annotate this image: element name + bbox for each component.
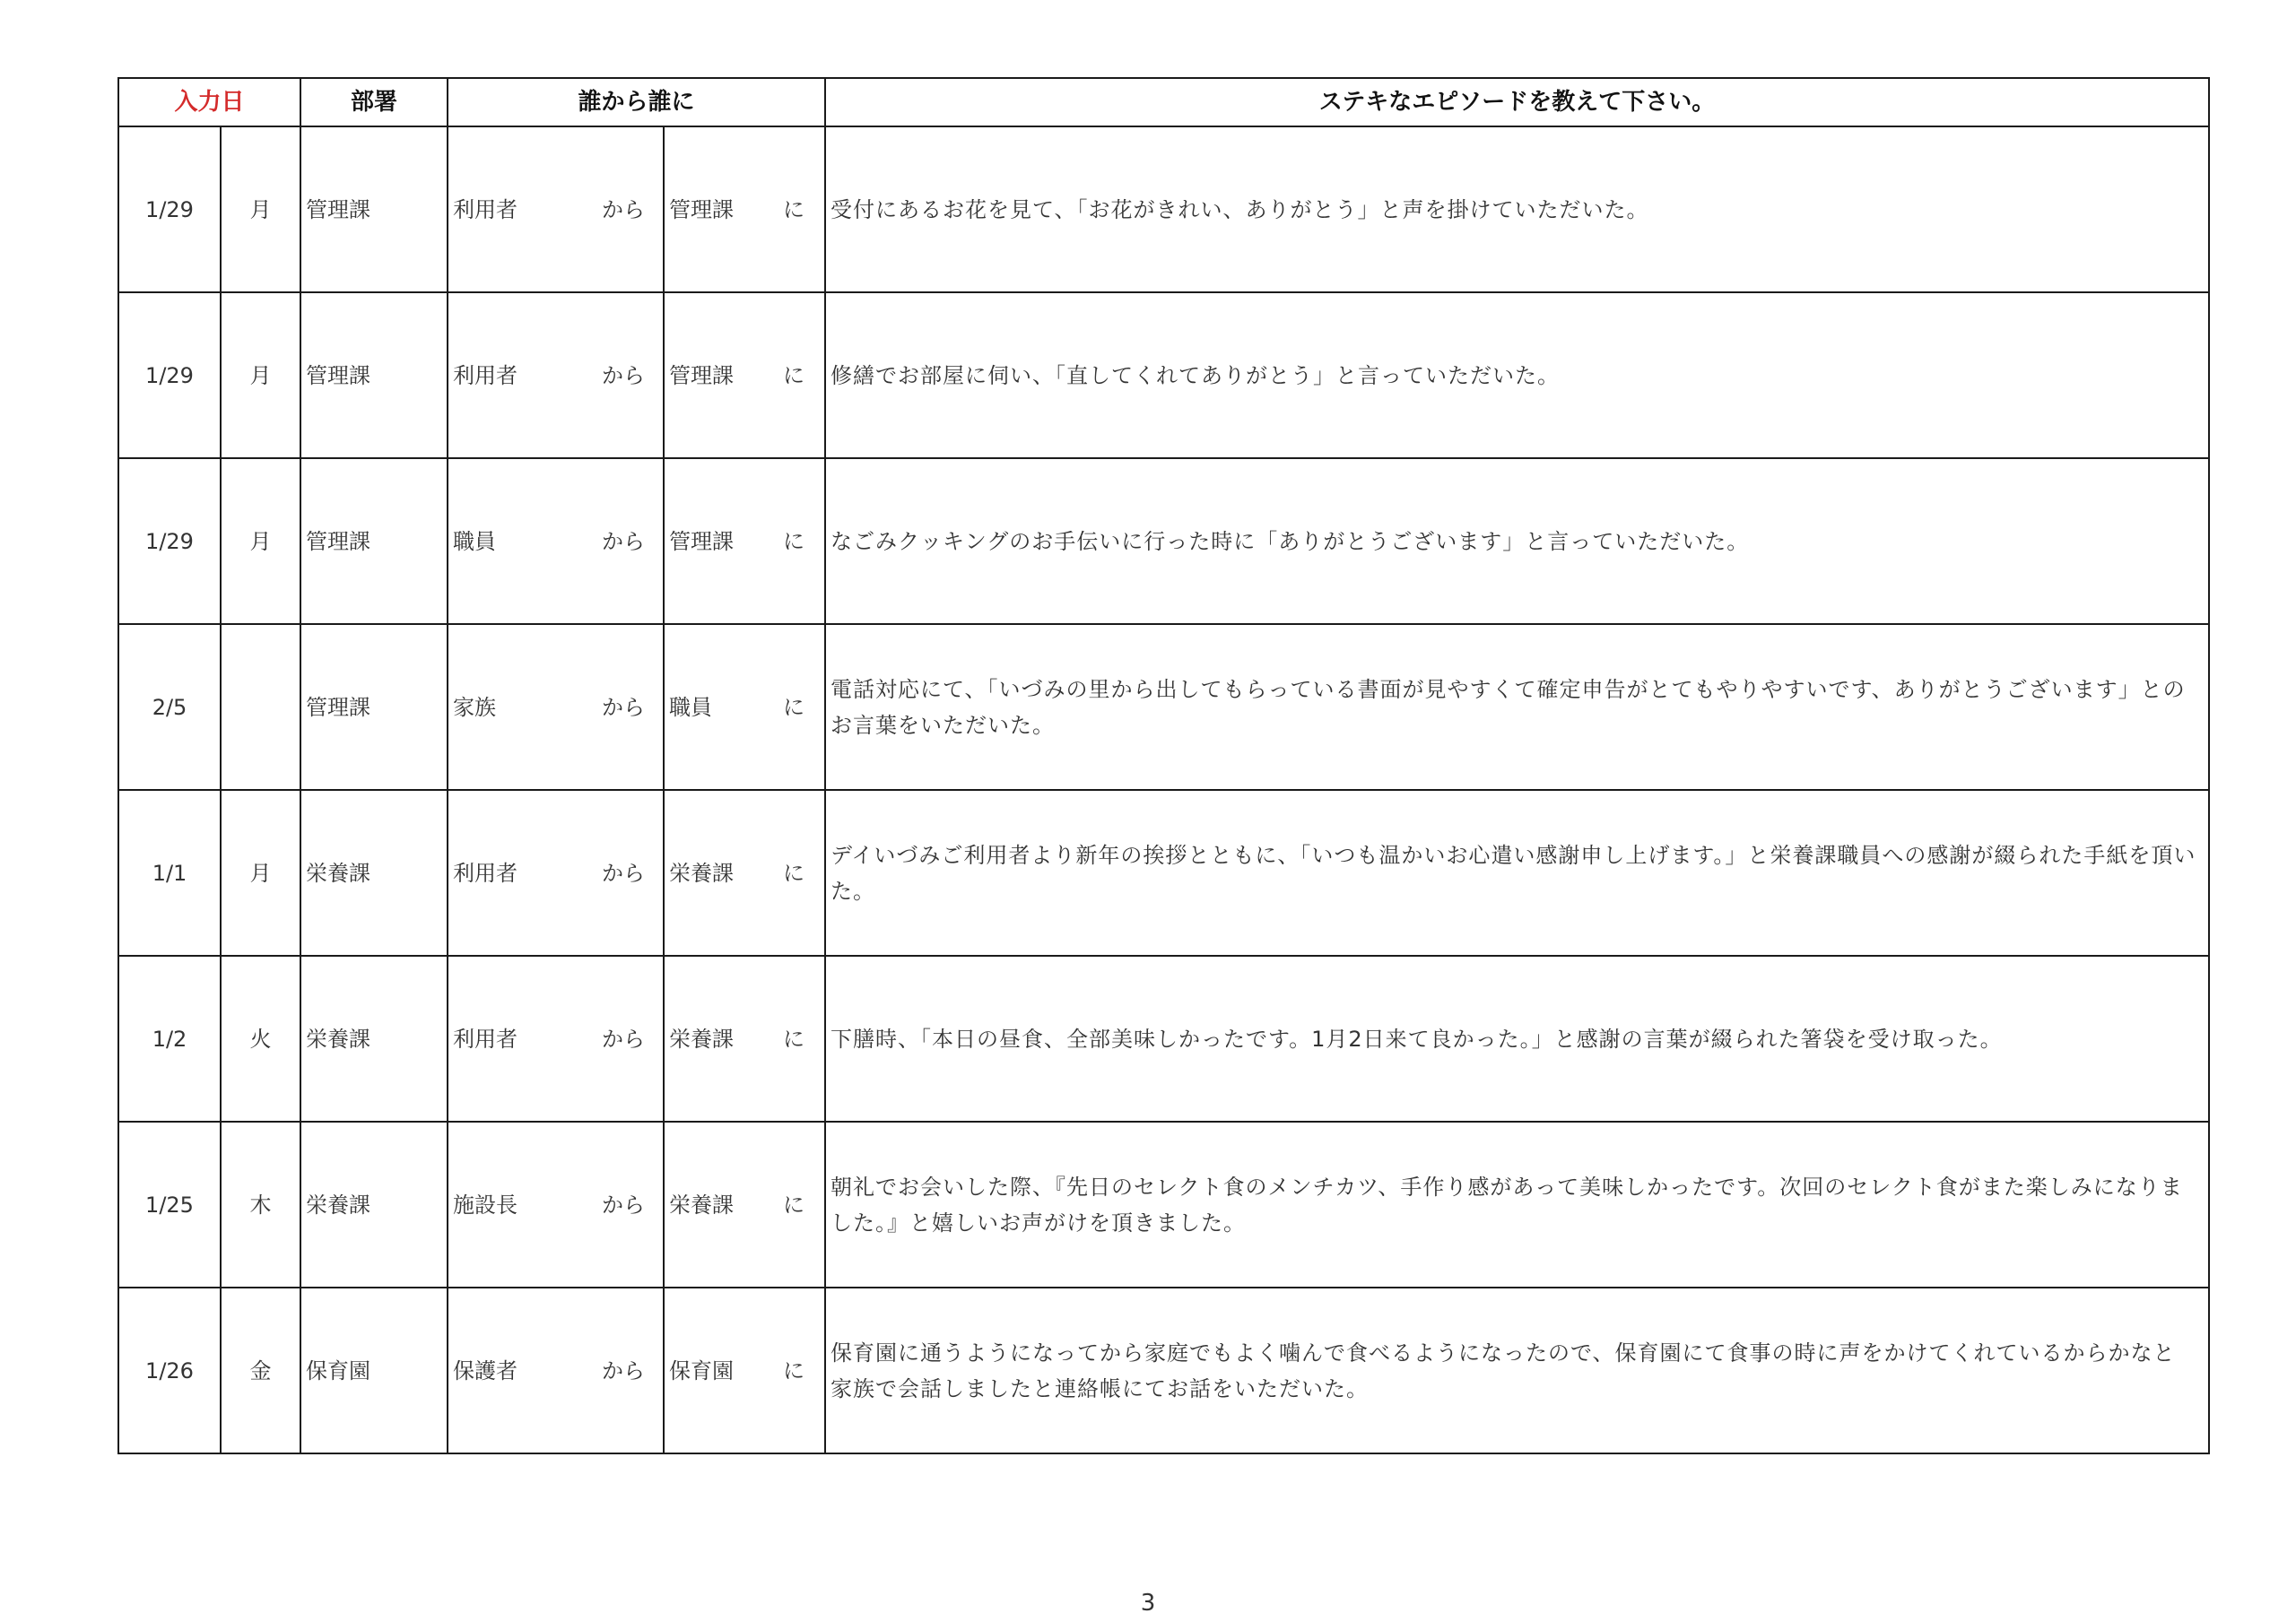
entry-episode: 受付にあるお花を見て、「お花がきれい、ありがとう」と声を掛けていただいた。 [825,126,2209,292]
entry-date: 2/5 [118,624,221,790]
entry-episode: 保育園に通うようになってから家庭でもよく噛んで食べるようになったので、保育園にて食事の時に声をかけてくれているからかなと家族で会話しましたと連絡帳にてお話をいただいた。 [825,1288,2209,1453]
to-suffix: に [783,528,805,554]
table-row [118,1122,2209,1288]
entry-episode: 電話対応にて、「いづみの里から出してもらっている書面が見やすくて確定申告がとてもやりやすいです、ありがとうございます」とのお言葉をいただいた。 [825,624,2209,790]
entry-to: 栄養課 [669,1192,735,1218]
from-suffix: から [602,1026,646,1052]
entry-date: 1/26 [118,1288,221,1453]
entry-weekday: 火 [221,956,300,1122]
entry-to: 管理課 [669,196,735,222]
entry-date: 1/25 [118,1122,221,1288]
from-suffix: から [602,1192,646,1218]
entry-date: 1/29 [118,292,221,458]
entry-date: 1/1 [118,790,221,956]
from-suffix: から [602,196,646,222]
entry-weekday: 月 [221,790,300,956]
entry-weekday: 木 [221,1122,300,1288]
table-row [118,292,2209,458]
to-suffix: に [783,362,805,388]
entry-from: 利用者 [453,196,518,222]
entry-department: 管理課 [300,292,448,458]
to-suffix: に [783,694,805,720]
entry-to-cell [664,126,825,292]
entry-from: 利用者 [453,362,518,388]
to-suffix: に [783,196,805,222]
entry-from-cell [448,1288,664,1453]
entry-from-cell [448,126,664,292]
entry-to-cell [664,956,825,1122]
entry-weekday: 月 [221,458,300,624]
entry-department: 保育園 [300,1288,448,1453]
entry-to: 栄養課 [669,860,735,886]
entry-episode: なごみクッキングのお手伝いに行った時に「ありがとうございます」と言っていただいた。 [825,458,2209,624]
header-who: 誰から誰に [448,78,825,126]
from-suffix: から [602,860,646,886]
entry-episode: 朝礼でお会いした際、『先日のセレクト食のメンチカツ、手作り感があって美味しかったです。次回のセレクト食がまた楽しみになりました。』と嬉しいお声がけを頂きました。 [825,1122,2209,1288]
entry-to-cell [664,1122,825,1288]
entry-to: 管理課 [669,362,735,388]
entry-from-cell [448,790,664,956]
header-dept: 部署 [300,78,448,126]
header-row [118,78,2209,126]
to-suffix: に [783,1357,805,1383]
table-row [118,1288,2209,1453]
entry-to: 管理課 [669,528,735,554]
to-suffix: に [783,1026,805,1052]
entry-department: 栄養課 [300,956,448,1122]
entry-date: 1/2 [118,956,221,1122]
entry-from-cell [448,956,664,1122]
entry-from: 利用者 [453,1026,518,1052]
entry-department: 管理課 [300,624,448,790]
header-episode: ステキなエピソードを教えて下さい。 [825,78,2209,126]
entry-to-cell [664,624,825,790]
entry-department: 栄養課 [300,790,448,956]
entry-weekday: 金 [221,1288,300,1453]
from-suffix: から [602,694,646,720]
table-row [118,790,2209,956]
entry-from-cell [448,292,664,458]
entry-episode: 下膳時、「本日の昼食、全部美味しかったです。1月2日来て良かった。」と感謝の言葉が綴られた箸袋を受け取った。 [825,956,2209,1122]
entry-episode: 修繕でお部屋に伺い、「直してくれてありがとう」と言っていただいた。 [825,292,2209,458]
entry-episode: デイいづみご利用者より新年の挨拶とともに、「いつも温かいお心遣い感謝申し上げます。」と栄養課職員への感謝が綴られた手紙を頂いた。 [825,790,2209,956]
entry-to-cell [664,1288,825,1453]
from-suffix: から [602,1357,646,1383]
entry-date: 1/29 [118,126,221,292]
entry-to-cell [664,292,825,458]
from-suffix: から [602,362,646,388]
table-row [118,458,2209,624]
entry-to: 職員 [669,694,713,720]
entry-date: 1/29 [118,458,221,624]
from-suffix: から [602,528,646,554]
entry-weekday [221,624,300,790]
episode-table [117,77,2210,1454]
entry-to-cell [664,458,825,624]
header-date: 入力日 [118,78,300,126]
table-row [118,624,2209,790]
to-suffix: に [783,1192,805,1218]
entry-from-cell [448,1122,664,1288]
entry-department: 管理課 [300,458,448,624]
entry-department: 管理課 [300,126,448,292]
entry-from-cell [448,458,664,624]
entry-from: 利用者 [453,860,518,886]
entry-from: 職員 [453,528,497,554]
entry-to: 栄養課 [669,1026,735,1052]
entry-to-cell [664,790,825,956]
page-number: 3 [1140,1590,1156,1617]
entry-to: 保育園 [669,1357,735,1383]
entry-weekday: 月 [221,292,300,458]
entry-weekday: 月 [221,126,300,292]
to-suffix: に [783,860,805,886]
entry-department: 栄養課 [300,1122,448,1288]
table-row [118,126,2209,292]
entry-from: 家族 [453,694,497,720]
entry-from: 保護者 [453,1357,518,1383]
table-row [118,956,2209,1122]
entry-from-cell [448,624,664,790]
entry-from: 施設長 [453,1192,518,1218]
